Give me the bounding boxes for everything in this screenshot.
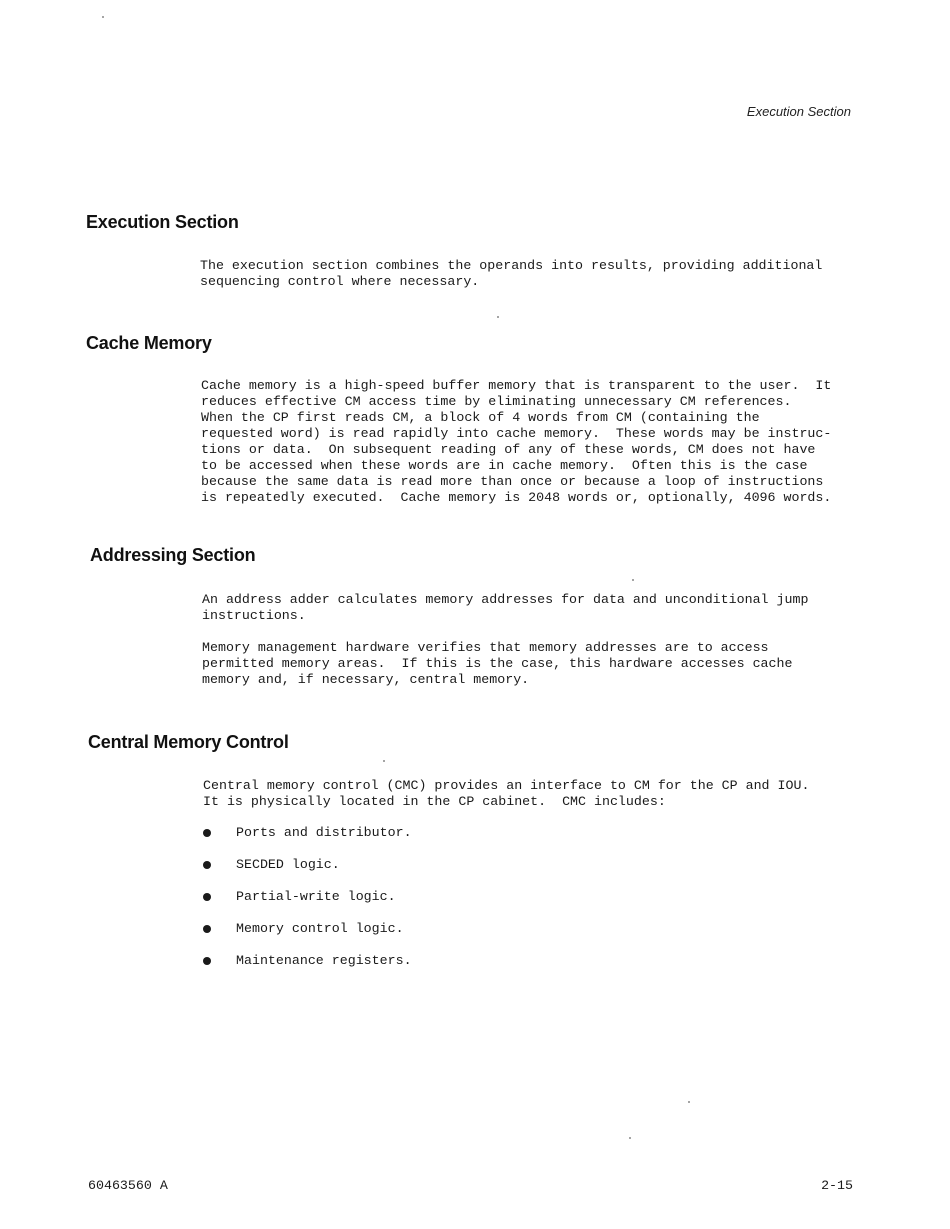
running-head: Execution Section [746,104,851,119]
document-number: 60463560 A [88,1178,168,1193]
bullet-icon [203,861,211,869]
scan-speck [632,579,634,581]
addressing-paragraph-1: An address adder calculates memory addresses for data and unconditional jump instructions. [202,592,809,623]
addressing-paragraph-2: Memory management hardware verifies that memory addresses are to access permitted memory areas. If this is the case, this hardware accesses cache memory and, if necessary, central memory. [202,640,793,687]
section-heading-execution: Execution Section [86,212,239,232]
central-memory-control-paragraph: Central memory control (CMC) provides an interface to CM for the CP and IOU. It is physically located in the CP cabinet. CMC includes: [203,778,810,809]
bullet-icon [203,957,211,965]
bullet-icon [203,925,211,933]
scan-speck [497,316,499,318]
scan-speck [629,1137,631,1139]
document-page: Execution Section Execution Section The execution section combines the operands into results, providing additional sequencing control where necessary. Cache Memory Cache memory is a high-speed buffer memory that is transparent to the user. It reduces effective CM access time by eliminating unnecessary CM references. When the CP first reads CM, a block of 4 words from CM (containing the requested word) is read rapidly into cache memory. These words may be instruc- tions or data. On subsequent reading of any of these words, CM does not have to be accessed when these words are in cache memory. Often this is the case because the same data is read more than once or because a loop of instructions is repeatedly executed. Cache memory is 2048 words or, optionally, 4096 words. Addressing Section An address adder calculates memory addresses for data and unconditional jump instructions. Memory management hardware verifies that memory addresses are to access permitted memory areas. If this is the case, this hardware accesses cache memory and, if necessary, central memory. Central Memory Control Central memory control (CMC) provides an interface to CM for the CP and IOU. It is physically located in the CP cabinet. CMC includes: Ports and distributor. SECDED logic. Partial-write logic. Memory control logic. Maintenance registers. 60463560 A 2-15 [0,0,950,1229]
page-number: 2-15 [821,1178,853,1193]
bullet-icon [203,829,211,837]
scan-speck [688,1101,690,1103]
bullet-icon [203,893,211,901]
scan-speck [102,16,104,18]
section-heading-central-memory-control: Central Memory Control [88,732,289,752]
execution-paragraph: The execution section combines the operands into results, providing additional sequencing control where necessary. [200,258,823,289]
section-heading-addressing: Addressing Section [90,545,256,565]
section-heading-cache-memory: Cache Memory [86,333,212,353]
cache-memory-paragraph: Cache memory is a high-speed buffer memory that is transparent to the user. It reduces effective CM access time by eliminating unnecessary CM references. When the CP first reads CM, a block of 4 words from CM (containing the requested word) is read rapidly into cache memory. These words may be instruc- tions or data. On subsequent reading of any of these words, CM does not have to be accessed when these words are in cache memory. Often this is the case because the same data is read more than once or because a loop of instructions is repeatedly executed. Cache memory is 2048 words or, optionally, 4096 words. [201,378,832,505]
scan-speck [383,760,385,762]
